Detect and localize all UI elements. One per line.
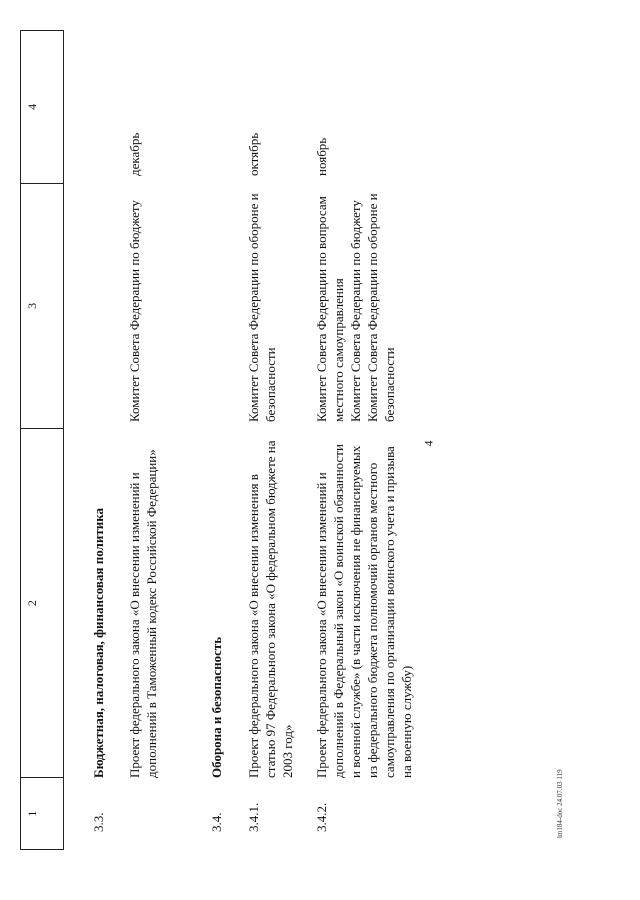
deadline-text: ноябрь <box>314 137 329 176</box>
section-title: Бюджетная, налоговая, финансовая политика <box>91 508 106 778</box>
table-row <box>245 30 296 850</box>
deadline-text: декабрь <box>127 132 142 176</box>
table-row <box>208 30 225 850</box>
deadline-text: октябрь <box>246 132 261 176</box>
page-number: 4 <box>421 440 436 447</box>
header-col-2: 2 <box>21 428 63 777</box>
rotated-table <box>20 30 580 850</box>
item-title: Проект федерального закона «О внесении изменения в статью 97 Федерального закона «О федеральном бюджете на 2003 год» <box>246 440 295 778</box>
row-number: 3.4.1. <box>246 802 261 832</box>
section-title: Оборона и безопасность <box>209 636 224 778</box>
committee-text: Комитет Совета Федерации по бюджету <box>127 200 142 422</box>
header-col-4: 4 <box>25 103 39 110</box>
row-number: 3.4.2. <box>314 802 329 832</box>
header-col-3: 3 <box>21 183 63 428</box>
document-stamp: lm184-doc 24.07.03 119 <box>556 769 564 838</box>
committee-text: Комитет Совета Федерации по вопросам местного самоуправления Комитет Совета Федерации по бюджету Комитет Совета Федерации по обороне и безопасности <box>314 193 397 422</box>
item-title: Проект федерального закона «О внесении изменений и дополнений в Таможенный кодекс Российской Федерации» <box>127 449 159 778</box>
table-row <box>313 30 415 850</box>
committee-text: Комитет Совета Федерации по обороне и безопасности <box>246 193 278 422</box>
table-header-row <box>20 30 64 850</box>
row-number: 3.4. <box>209 812 224 832</box>
table-row <box>90 30 107 850</box>
header-col-1: 1 <box>21 777 63 849</box>
row-number: 3.3. <box>91 812 106 832</box>
row-number <box>126 778 160 850</box>
table-row <box>126 30 160 850</box>
item-title: Проект федерального закона «О внесении изменений и дополнений в Федеральный закон «О воинской обязанности и военной службе» (в части исключения не финансируемых из федерального бюджета полномочий органов местного самоуправления по организации воинского учета и призыва на военную службу) <box>314 444 414 778</box>
